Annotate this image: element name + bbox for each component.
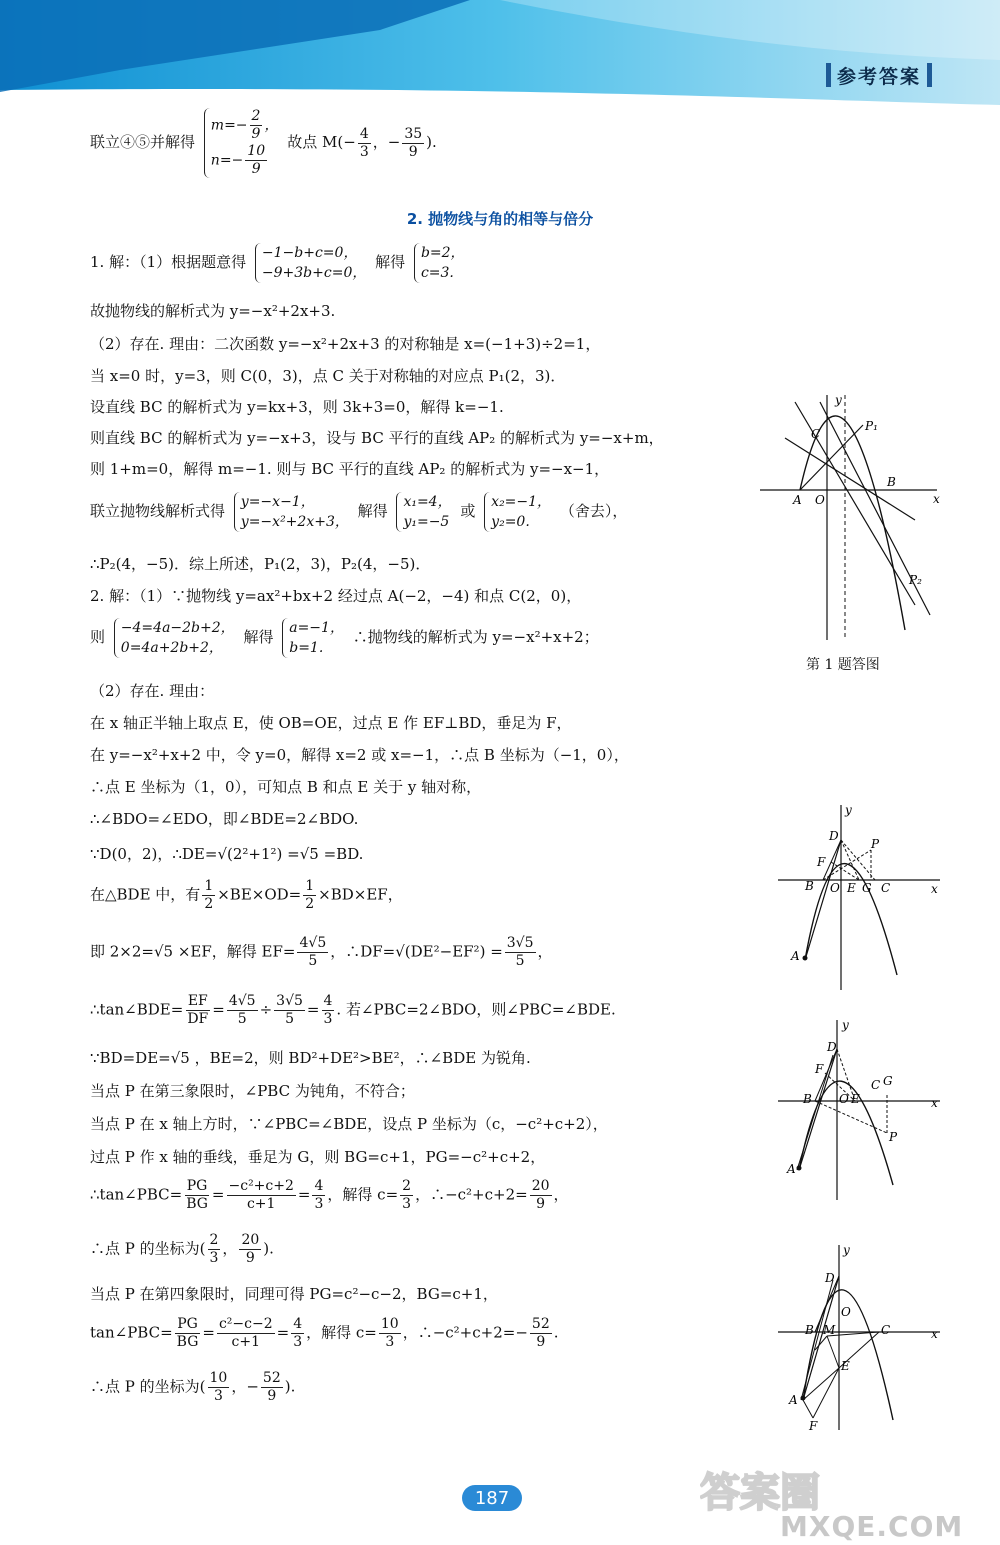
header-banner [0,0,1000,110]
fig4-label-B: B [805,1323,814,1337]
figure-2 [775,800,945,995]
q1-line-4: 当 x=0 时，y=3，则 C(0，3)，点 C 关于对称轴的对应点 P₁(2，3)． [90,367,566,385]
fig4-label-A: A [789,1393,798,1407]
figure-1-caption: 第 1 题答图 [806,657,880,673]
q1-line-8: 联立抛物线解析式得 y=−x−1， y=−x²+2x+3， 解得 x₁=4， y₁=−5 或 x₂=−1， y₂=0. （舍去）， [90,494,628,530]
fig3-label-P: P [889,1130,898,1144]
fig3-label-F: F [815,1062,824,1076]
q1-line-9: ∴P₂(4，−5)．综上所述，P₁(2，3)，P₂(4，−5)． [90,555,431,573]
fig1-label-y: y [835,393,842,407]
header-label: 参考答案 [812,60,946,90]
q1-line-3: （2）存在. 理由：二次函数 y=−x²+2x+3 的对称轴是 x=(−1+3)÷2=1， [90,335,601,353]
fig2-label-E: E [847,881,856,895]
page-number: 187 [462,1485,522,1511]
top-system-line: 联立④⑤并解得 m=− $\frac{2}{9}$ ， n=− $\frac{10}{9}$ 故点 M(− $\frac{4}{3}$ ，− $\frac{35}{9}$ ). [90,108,437,177]
q2-line-9: 在△BDE 中，有 $\frac{1}{2}$ ×BE×OD= $\frac{1}{2}$ ×BD×EF， [90,878,403,912]
fig4-label-C: C [881,1323,891,1337]
section-title: 2. 抛物线与角的相等与倍分 [406,210,594,228]
q2-line-2: 则 −4=4a−2b+2， 0=4a+2b+2， 解得 a=−1， b=1. ∴抛物线的解析式为 y=−x²+x+2； [90,620,599,656]
q1-line-1: 1. 解：（1）根据题意得 −1−b+c=0， −9+3b+c=0， 解得 b=2， c=3. [90,245,465,281]
watermark-text: MXQE.COM [780,1510,964,1543]
q2-line-8: ∵D(0，2)，∴DE=√(2²+1²) =√5 =BD. [90,845,364,863]
fig4-label-y: y [843,1243,850,1257]
q2-line-4: 在 x 轴正半轴上取点 E，使 OB=OE，过点 E 作 EF⊥BD，垂足为 F， [90,714,572,732]
figure-3 [775,1015,945,1205]
figure-1 [755,390,945,645]
fig3-label-D: D [827,1040,837,1054]
q2-line-5: 在 y=−x²+x+2 中，令 y=0，解得 x=2 或 x=−1，∴点 B 坐标为（−1，0）， [90,746,629,764]
fig4-label-F: F [809,1419,818,1433]
q2-line-20: ∴点 P 的坐标为( $\frac{10}{3}$ ，− $\frac{52}{9}$ ). [90,1370,296,1404]
q2-line-1: 2. 解：（1）∵抛物线 y=ax²+bx+2 经过点 A(−2，−4) 和点 C(2，0)， [90,587,582,605]
q1-line-7: 则 1+m=0，解得 m=−1. 则与 BC 平行的直线 AP₂ 的解析式为 y=−x−1， [90,460,610,478]
fig3-label-A: A [787,1162,796,1176]
fig4-label-M: M [823,1323,836,1337]
q2-line-12: ∵BD=DE=√5 ，BE=2，则 BD²+DE²>BE²，∴∠BDE 为锐角. [90,1049,531,1067]
q2-line-3: （2）存在. 理由： [90,682,215,700]
q2-line-7: ∴∠BDO=∠EDO，即∠BDE=2∠BDO. [90,810,359,828]
fig1-label-P2: P₂ [909,573,922,587]
fig2-label-G: G [862,881,872,895]
fig2-label-O: O [830,881,840,895]
q1-line-5: 设直线 BC 的解析式为 y=kx+3，则 3k+3=0，解得 k=−1. [90,398,504,416]
fig4-label-O: O [841,1305,851,1319]
q2-line-11: ∴tan∠BDE= $\frac{EF}{DF}$ = $\frac{4√5}{5}$ ÷ $\frac{3√5}{5}$ = $\frac{4}{3}$ . 若∠PBC=2∠BDO，则∠PBC=∠BDE. [90,993,616,1027]
q2-line-15: 过点 P 作 x 轴的垂线，垂足为 G，则 BG=c+1，PG=−c²+c+2， [90,1148,546,1166]
fig2-label-A: A [791,949,800,963]
fig4-label-x: x [931,1327,938,1341]
q1-line-6: 则直线 BC 的解析式为 y=−x+3，设与 BC 平行的直线 AP₂ 的解析式为 y=−x+m， [90,429,664,447]
q2-line-17: ∴点 P 的坐标为( $\frac{2}{3}$ ， $\frac{20}{9}$ ). [90,1232,274,1266]
q2-line-14: 当点 P 在 x 轴上方时，∵∠PBC=∠BDE，设点 P 坐标为（c，−c²+c+2）， [90,1115,608,1133]
q2-line-18: 当点 P 在第四象限时，同理可得 PG=c²−c−2，BG=c+1， [90,1285,498,1303]
fig2-label-D: D [829,829,839,843]
fig2-label-B: B [805,879,814,893]
q1-line-2: 故抛物线的解析式为 y=−x²+2x+3. [90,302,336,320]
fig1-label-B: B [887,475,896,489]
fig1-label-P1: P₁ [865,419,878,433]
fig1-label-C: C [811,427,821,441]
fig4-label-E: E [841,1359,850,1373]
fig3-label-O: O [839,1092,849,1106]
top-system: m=− $\frac{2}{9}$ ， n=− $\frac{10}{9}$ [204,108,279,178]
q2-line-6: ∴点 E 坐标为（1，0），可知点 B 和点 E 关于 y 轴对称， [90,778,482,796]
top-lead: 联立④⑤并解得 [90,133,196,151]
q2-line-10: 即 2×2=√5 ×EF，解得 EF= $\frac{4√5}{5}$ ，∴DF=√(DE²−EF²) = $\frac{3√5}{5}$ ， [90,935,553,969]
fig2-label-y: y [845,803,852,817]
fig2-label-F: F [817,855,826,869]
q2-line-19: tan∠PBC= $\frac{PG}{BG}$ = $\frac{\text{c²−c−2}}{c+1}$ = $\frac{4}{3}$ ，解得 c= $\frac{10}{3}$ ，∴−c²+c+2=− $\frac{52}{9}$ . [90,1316,559,1350]
fig2-label-P: P [871,837,880,851]
svg-text:答案圈: 答案圈 [700,1470,820,1516]
q2-line-13: 当点 P 在第三象限时，∠PBC 为钝角，不符合； [90,1082,415,1100]
fig3-label-x: x [931,1096,938,1110]
fig3-label-C: C [871,1078,881,1092]
fig3-label-G: G [883,1074,893,1088]
fig4-label-D: D [825,1271,835,1285]
fig1-label-O: O [815,493,825,507]
fig3-label-E: E [851,1092,860,1106]
top-result: 故点 M [287,133,338,151]
q2-line-16: ∴tan∠PBC= $\frac{PG}{BG}$ = $\frac{\text{−c²+c+2}}{c+1}$ = $\frac{4}{3}$ ，解得 c= $\frac{2}{3}$ ，∴−c²+c+2= $\frac{20}{9}$ ， [90,1178,569,1212]
fig2-label-x: x [931,882,938,896]
fig3-label-B: B [803,1092,812,1106]
fig3-label-y: y [842,1018,849,1032]
fig1-label-x: x [933,492,940,506]
fig1-label-A: A [793,493,802,507]
figure-4 [775,1240,945,1435]
fig2-label-C: C [881,881,891,895]
